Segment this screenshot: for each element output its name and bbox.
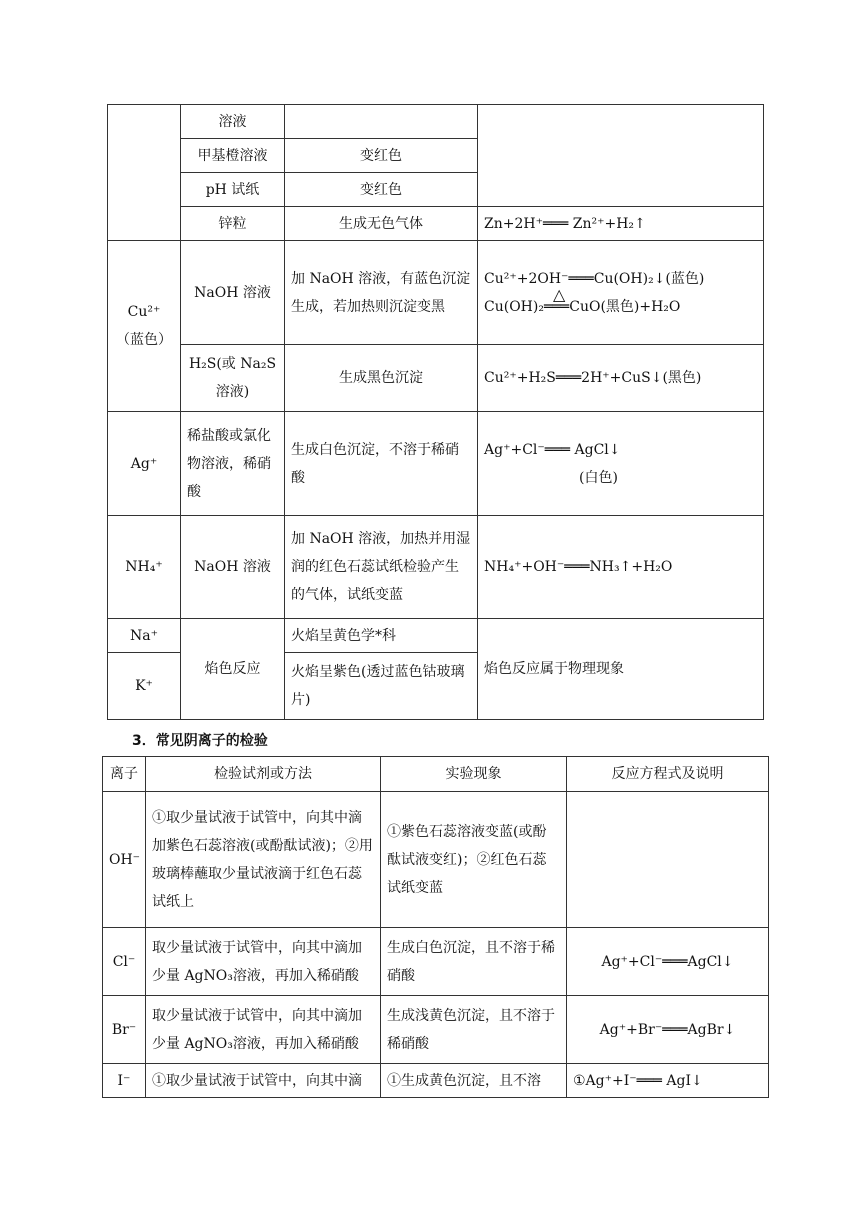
equation-line: (白色) (579, 469, 618, 486)
cell-ion: Br⁻ (103, 996, 146, 1064)
cell-reagent: 锌粒 (181, 207, 285, 241)
cell-equation: ①Ag⁺+I⁻═══ AgI↓ (567, 1064, 769, 1098)
cell-phenomenon: 火焰呈紫色(透过蓝色钴玻璃片) (285, 653, 478, 720)
cell-equation (567, 792, 769, 928)
equation-line: Cu(OH)₂═══CuO(黑色)+H₂O (484, 298, 681, 315)
cell-equation: 焰色反应属于物理现象 (478, 619, 764, 720)
cell-method: ①取少量试液于试管中，向其中滴加紫色石蕊溶液(或酚酞试液)；②用玻璃棒蘸取少量试液滴于红色石蕊试纸上 (146, 792, 381, 928)
cell-reagent: 甲基橙溶液 (181, 139, 285, 173)
cell-ion: I⁻ (103, 1064, 146, 1098)
cell-method: 取少量试液于试管中，向其中滴加少量 AgNO₃溶液，再加入稀硝酸 (146, 928, 381, 996)
cell-phenomenon: 火焰呈黄色学*科 (285, 619, 478, 653)
cell-phenomenon: 生成白色沉淀，且不溶于稀硝酸 (381, 928, 567, 996)
cell-equation: Ag⁺+Br⁻═══AgBr↓ (567, 996, 769, 1064)
cell-ion-na: Na⁺ (108, 619, 181, 653)
header-ion: 离子 (103, 757, 146, 792)
cell-ion: Cl⁻ (103, 928, 146, 996)
header-method: 检验试剂或方法 (146, 757, 381, 792)
cell-method: ①取少量试液于试管中，向其中滴 (146, 1064, 381, 1098)
anion-table (102, 756, 769, 1098)
cell-equation (478, 105, 764, 207)
cell-ion: OH⁻ (103, 792, 146, 928)
cell-phenomenon: 变红色 (285, 139, 478, 173)
cell-reagent: 稀盐酸或氯化物溶液，稀硝酸 (181, 412, 285, 516)
header-equation: 反应方程式及说明 (567, 757, 769, 792)
cell-ion-nh4: NH₄⁺ (108, 516, 181, 619)
heat-symbol: △ (553, 285, 566, 304)
cell-reagent: 焰色反应 (181, 619, 285, 720)
cell-phenomenon: 加 NaOH 溶液，有蓝色沉淀生成，若加热则沉淀变黑 (285, 241, 478, 345)
cell-phenomenon: 生成无色气体 (285, 207, 478, 241)
cell-phenomenon: 生成白色沉淀，不溶于稀硝酸 (285, 412, 478, 516)
cell-equation: Ag⁺+Cl⁻═══AgCl↓ (567, 928, 769, 996)
cell-equation: Cu²⁺+H₂S═══2H⁺+CuS↓(黑色) (478, 345, 764, 412)
cell-reagent: H₂S(或 Na₂S 溶液) (181, 345, 285, 412)
cell-reagent: NaOH 溶液 (181, 516, 285, 619)
cell-equation (478, 412, 764, 516)
cell-reagent: NaOH 溶液 (181, 241, 285, 345)
cell-reagent: 溶液 (181, 105, 285, 139)
header-phenomenon: 实验现象 (381, 757, 567, 792)
equation-line: Cu²⁺+2OH⁻═══Cu(OH)₂↓(蓝色) (484, 270, 705, 287)
cell-ion-cu: Cu²⁺ （蓝色） (108, 241, 181, 412)
cell-method: 取少量试液于试管中，向其中滴加少量 AgNO₃溶液，再加入稀硝酸 (146, 996, 381, 1064)
section-title: 3．常见阴离子的检验 (132, 733, 268, 749)
cell-phenomenon: 生成浅黄色沉淀，且不溶于稀硝酸 (381, 996, 567, 1064)
cell-equation (478, 241, 764, 345)
cell-phenomenon: ①紫色石蕊溶液变蓝(或酚酞试液变红)；②红色石蕊试纸变蓝 (381, 792, 567, 928)
cell-reagent: pH 试纸 (181, 173, 285, 207)
cell-phenomenon: 变红色 (285, 173, 478, 207)
cell-equation: Zn+2H⁺═══ Zn²⁺+H₂↑ (478, 207, 764, 241)
cation-table (107, 104, 764, 720)
cell-phenomenon: 生成黑色沉淀 (285, 345, 478, 412)
cell-phenomenon (285, 105, 478, 139)
equation-line: Ag⁺+Cl⁻═══ AgCl↓ (484, 441, 621, 458)
cell-phenomenon: 加 NaOH 溶液，加热并用湿润的红色石蕊试纸检验产生的气体，试纸变蓝 (285, 516, 478, 619)
cell-ion-k: K⁺ (108, 653, 181, 720)
cell-ion-ag: Ag⁺ (108, 412, 181, 516)
cell-equation: NH₄⁺+OH⁻═══NH₃↑+H₂O (478, 516, 764, 619)
cell-phenomenon: ①生成黄色沉淀，且不溶 (381, 1064, 567, 1098)
cell-ion-h (108, 105, 181, 241)
